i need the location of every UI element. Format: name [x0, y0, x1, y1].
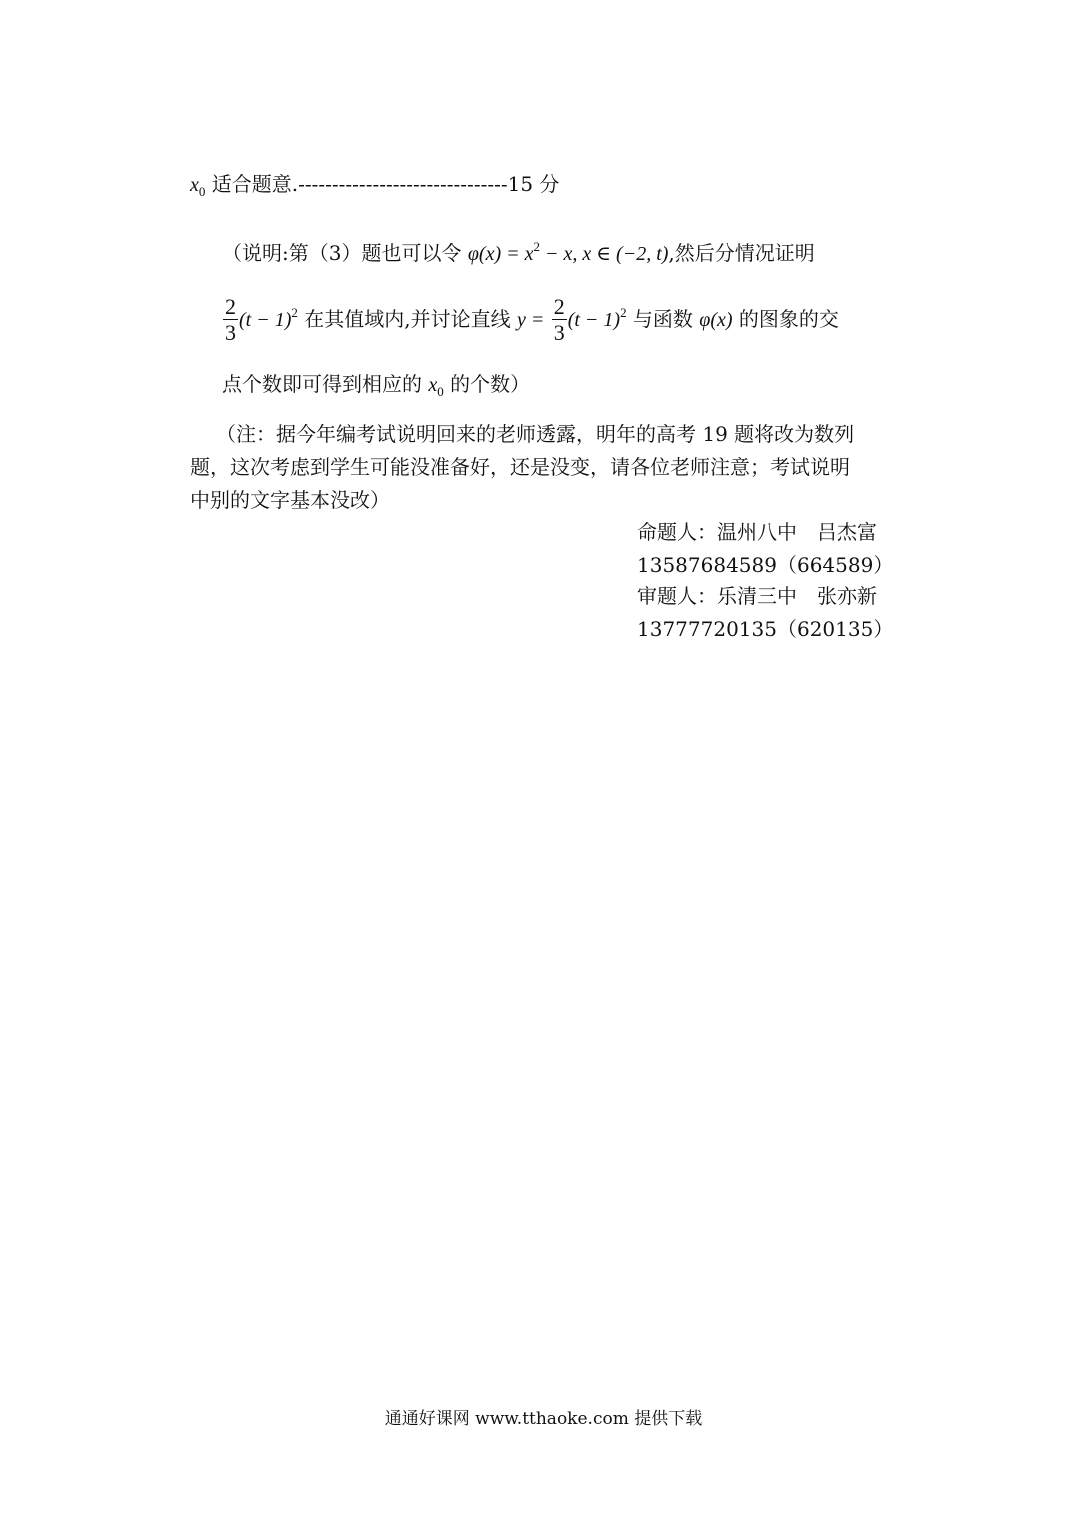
- note-line-2: [222, 293, 839, 348]
- x0-variable: $x_0$: [190, 174, 206, 199]
- fraction-two-thirds-2: $\frac{2}{3}$: [553, 294, 565, 345]
- line-y-equals: y =: [516, 309, 545, 331]
- note-function-text: 与函数: [632, 307, 693, 331]
- phi-function-definition: $\varphi(x) = x^2 - x$: [467, 239, 573, 265]
- t-minus-one-squared-2: $(t - 1)^2$: [567, 305, 627, 331]
- remark-line-3: 中别的文字基本没改）: [190, 488, 390, 512]
- note-intro-tail: ,然后分情况证明: [668, 241, 815, 265]
- conclusion-line: [190, 170, 559, 201]
- t-minus-one-squared: $(t - 1)^2$: [239, 305, 298, 331]
- note-graph-text: 的图象的交: [738, 307, 839, 331]
- fraction-two-thirds: $\frac{2}{3}$: [225, 294, 236, 345]
- dash-leader: -------------------------------: [298, 172, 508, 196]
- note-line-1: [222, 239, 815, 270]
- note-range-text: 在其值域内,并讨论直线: [304, 307, 511, 331]
- reviewer-phone: 13777720135（620135）: [637, 617, 894, 641]
- note-intro: （说明:第（3）题也可以令: [222, 241, 462, 265]
- note-count-text: 点个数即可得到相应的: [222, 372, 422, 396]
- remark-line-2: 题，这次考虑到学生可能没准备好，还是没变，请各位老师注意；考试说明: [190, 455, 850, 479]
- remark-line-1: （注：据今年编考试说明回来的老师透露，明年的高考 19 题将改为数列: [216, 422, 855, 446]
- score-label: 15 分: [507, 172, 560, 196]
- note-count-tail: 的个数）: [450, 372, 531, 396]
- x0-variable-2: $x_0$: [428, 374, 444, 399]
- page-footer: 通通好课网 www.tthaoke.com 提供下载: [384, 1409, 703, 1429]
- reviewer-line: 审题人：乐清三中 张亦新: [637, 584, 877, 608]
- note-line-3: [222, 370, 530, 401]
- phi-of-x: φ(x): [699, 309, 733, 331]
- conclusion-text: 适合题意.: [211, 172, 299, 196]
- domain-expression: , x ∈ (−2, t): [572, 243, 669, 265]
- setter-line: 命题人：温州八中 吕杰富: [637, 520, 877, 544]
- setter-phone: 13587684589（664589）: [637, 553, 894, 577]
